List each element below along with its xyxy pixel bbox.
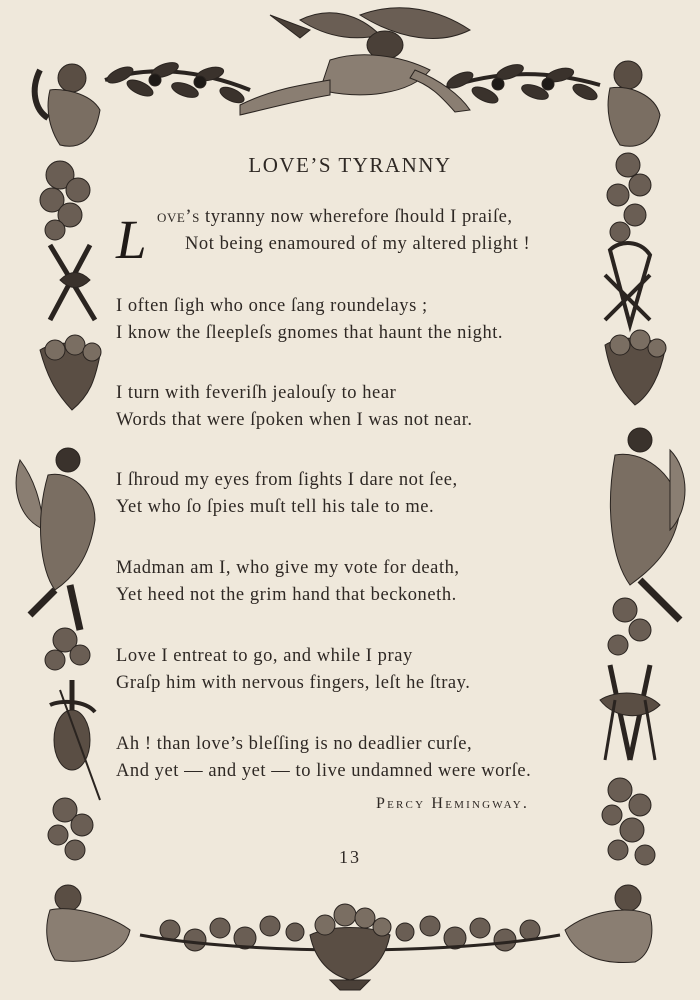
top-right-cherub (608, 61, 660, 146)
first-stanza (116, 205, 596, 270)
top-right-garland (440, 62, 600, 107)
poem-line: I ſhroud my eyes from ſights I dare not ſee, (116, 470, 458, 490)
drop-cap: L (116, 209, 147, 270)
poem-title: LOVE’S TYRANNY (248, 153, 452, 177)
poem-line: Madman am I, who give my vote for death, (116, 558, 460, 578)
left-side-ornaments (16, 161, 101, 860)
poem-line: I know the ſleepleſs gnomes that haunt the night. (116, 323, 504, 343)
poem-line: I often ſigh who once ſang roundelays ; (116, 296, 428, 316)
top-left-cherub (35, 64, 100, 146)
poem-line: Words that were ſpoken when I was not near. (116, 410, 473, 430)
poem-line: Ah ! than love’s bleſſing is no deadlier curſe, (116, 734, 473, 754)
poem-line: Yet who ſo ſpies muſt tell his tale to me. (116, 497, 435, 517)
small-caps-word: ove’s (157, 207, 200, 227)
poem-line: Yet heed not the grim hand that beckoneth. (116, 585, 457, 605)
poem-line: Not being enamoured of my altered plight ! (185, 234, 531, 254)
stanza (116, 380, 636, 434)
stanza (116, 293, 636, 347)
stanza (116, 643, 636, 697)
stanza (116, 731, 636, 785)
line-text: tyranny now wherefore ſhould I praiſe, (199, 207, 513, 227)
poem-line (157, 205, 513, 230)
page-number: 13 (339, 847, 361, 867)
poem-line: Graſp him with nervous fingers, leſt he ſtray. (116, 673, 471, 693)
poem-line: I turn with feveriſh jealouſy to hear (116, 383, 397, 403)
author-signature: Percy Hemingway. (376, 795, 530, 812)
poem-line: And yet — and yet — to live undamned were worſe. (116, 761, 532, 781)
stanza (116, 555, 636, 609)
poem-line: Love I entreat to go, and while I pray (116, 646, 413, 666)
bottom-ornaments (47, 885, 652, 990)
top-left-garland (105, 60, 250, 106)
stanza (116, 467, 636, 521)
top-angel-with-trumpet (240, 8, 470, 115)
